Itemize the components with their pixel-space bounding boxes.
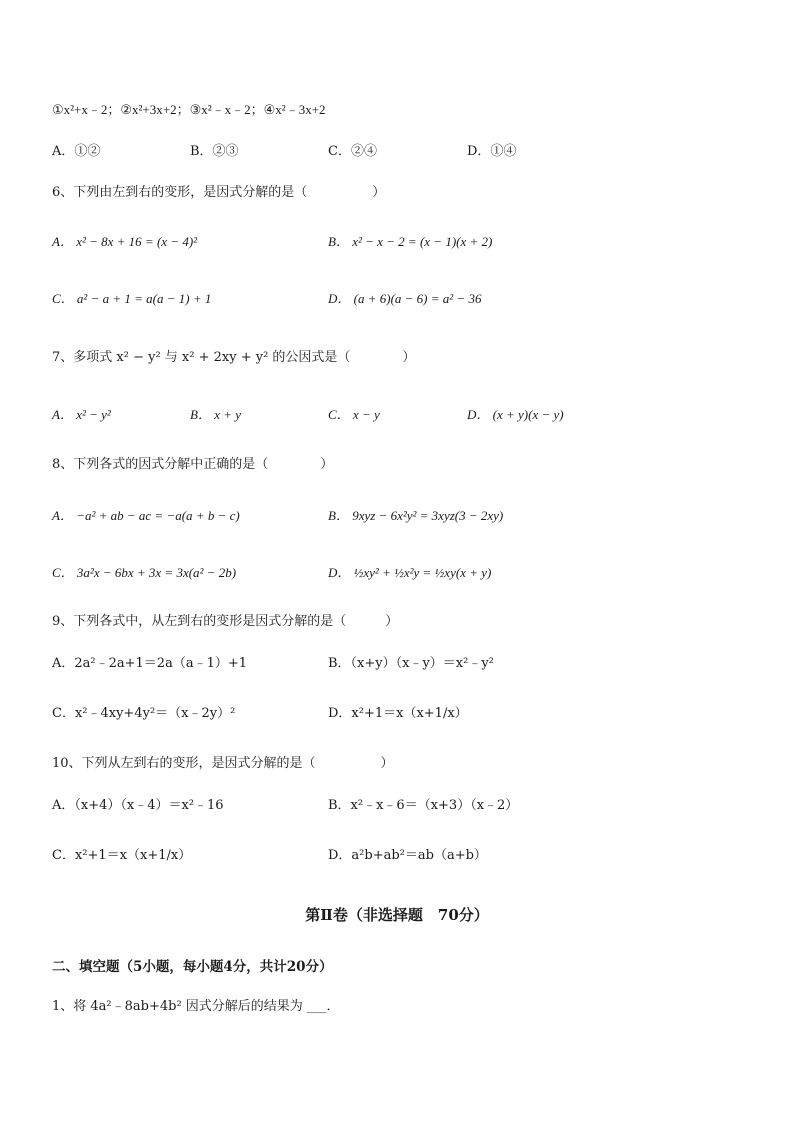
q10-option-d: D．a²b+ab²＝ab（a+b） xyxy=(328,848,487,863)
q6-option-c: C． a² − a + 1 = a(a − 1) + 1 xyxy=(52,291,212,306)
q5-option-a: A．①② xyxy=(52,144,101,159)
q9-option-c: C．x²﹣4xy+4y²＝（x﹣2y）² xyxy=(52,706,236,721)
q9-stem: 9、下列各式中，从左到右的变形是因式分解的是（ ） xyxy=(52,614,399,629)
q7-option-b: B． x + y xyxy=(190,407,242,422)
q5-option-c: C．②④ xyxy=(328,144,377,159)
q9-option-d: D．x²+1＝x（x+1/x） xyxy=(328,706,468,721)
q8-option-b: B． 9xyz − 6x²y² = 3xyz(3 − 2xy) xyxy=(328,508,504,523)
q8-stem: 8、下列各式的因式分解中正确的是（ ） xyxy=(52,457,334,472)
q9-option-b: B．（x+y）（x﹣y）＝x²﹣y² xyxy=(328,656,494,671)
q6-option-b: B． x² − x − 2 = (x − 1)(x + 2) xyxy=(328,234,493,249)
q5-option-d: D．①④ xyxy=(467,144,517,159)
q5-option-b: B．②③ xyxy=(190,144,239,159)
fill-question-1: 1、将 4a²﹣8ab+4b² 因式分解后的结果为 ___． xyxy=(52,999,340,1014)
q10-option-a: A．（x+4）（x﹣4）＝x²﹣16 xyxy=(52,798,224,813)
q7-option-d: D． (x + y)(x − y) xyxy=(467,407,564,422)
q7-option-c: C． x − y xyxy=(328,407,380,422)
q10-option-c: C．x²+1＝x（x+1/x） xyxy=(52,848,192,863)
q6-option-d: D． (a + 6)(a − 6) = a² − 36 xyxy=(328,291,482,306)
q7-option-a: A． x² − y² xyxy=(52,407,111,422)
section2-heading: 二、填空题（5小题，每小题4分，共计20分） xyxy=(52,959,333,975)
q8-option-d: D． ½xy² + ½x²y = ½xy(x + y) xyxy=(328,565,492,580)
q8-option-c: C． 3a²x − 6bx + 3x = 3x(a² − 2b) xyxy=(52,565,237,580)
q8-option-a: A． −a² + ab − ac = −a(a + b − c) xyxy=(52,508,240,523)
q5-items: ①x²+x﹣2；②x²+3x+2；③x²﹣x﹣2；④x²﹣3x+2 xyxy=(52,102,326,117)
q10-stem: 10、下列从左到右的变形，是因式分解的是（ ） xyxy=(52,756,394,771)
q6-option-a: A． x² − 8x + 16 = (x − 4)² xyxy=(52,234,198,249)
part2-title: 第Ⅱ卷（非选择题 70分） xyxy=(305,906,489,924)
q6-stem: 6、下列由左到右的变形，是因式分解的是（ ） xyxy=(52,185,386,200)
q10-option-b: B．x²﹣x﹣6＝（x+3）（x﹣2） xyxy=(328,798,519,813)
q9-option-a: A．2a²﹣2a+1＝2a（a﹣1）+1 xyxy=(52,656,248,671)
q7-stem: 7、多项式 x² − y² 与 x² + 2xy + y² 的公因式是（ ） xyxy=(52,350,416,365)
